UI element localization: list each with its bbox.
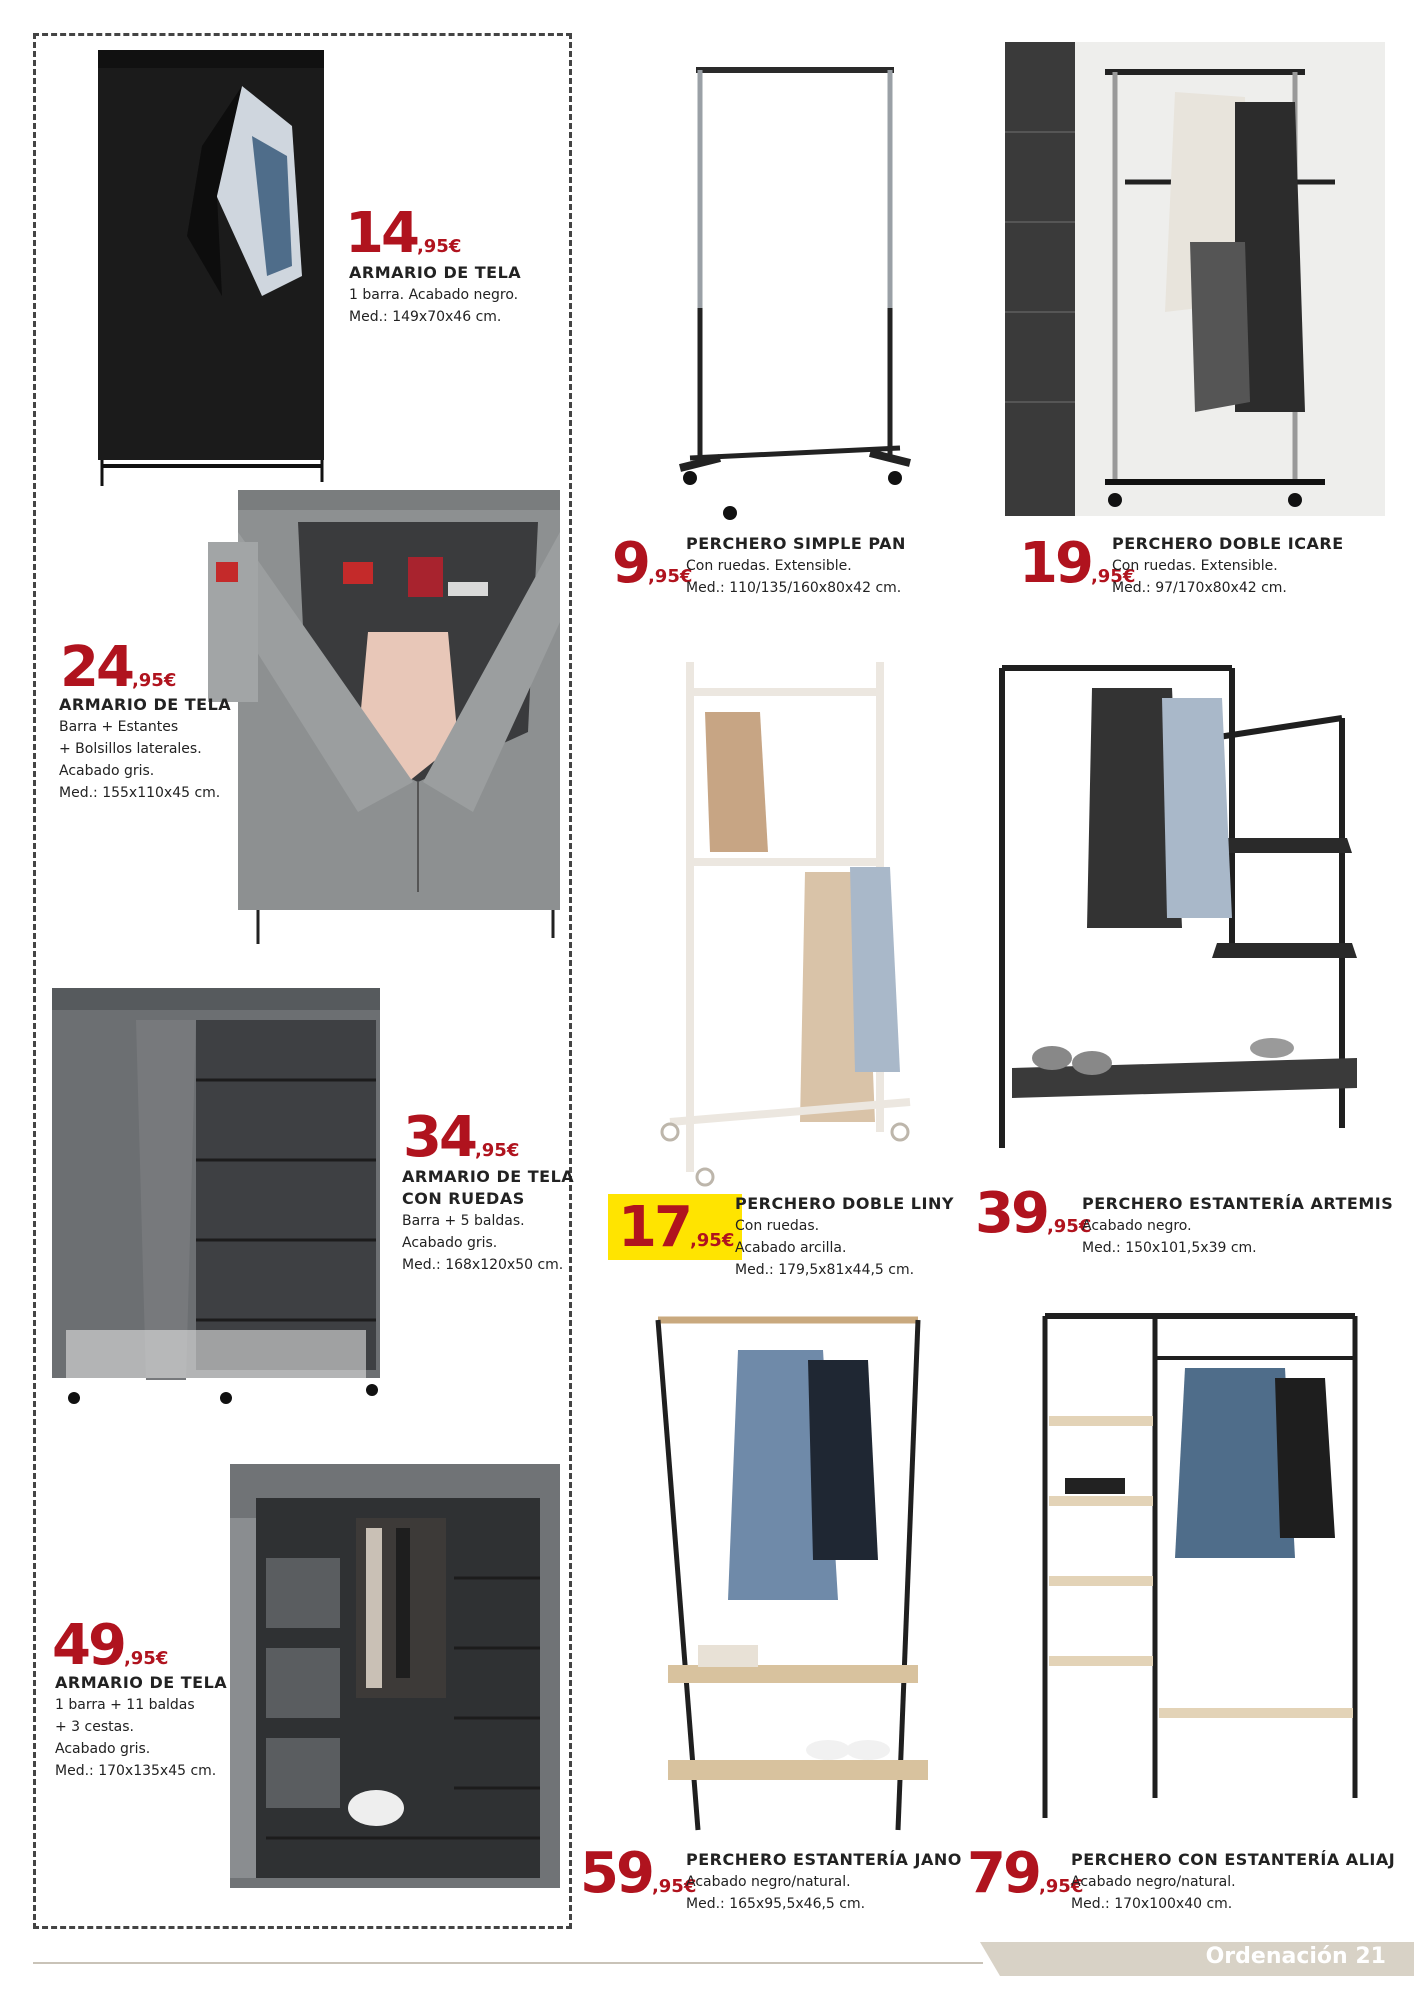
product-detail: Con ruedas. Extensible. xyxy=(1112,558,1278,574)
product-detail: Con ruedas. xyxy=(735,1218,820,1234)
page-number: 21 xyxy=(1355,1944,1386,1969)
product-detail: Acabado negro. xyxy=(1082,1218,1192,1234)
price-p4: 49,95€ xyxy=(52,1613,169,1678)
product-title: PERCHERO CON ESTANTERÍA ALIAJ xyxy=(1071,1850,1396,1869)
price-p3: 34,95€ xyxy=(403,1105,520,1170)
price-p7-highlight: 17,95€ xyxy=(608,1194,742,1260)
product-detail: Med.: 179,5x81x44,5 cm. xyxy=(735,1262,915,1278)
product-title-line2: CON RUEDAS xyxy=(402,1189,525,1208)
product-detail: Med.: 97/170x80x42 cm. xyxy=(1112,580,1287,596)
double-rack-icare-image xyxy=(1005,42,1385,516)
product-detail: Med.: 170x100x40 cm. xyxy=(1071,1896,1233,1912)
product-detail: Con ruedas. Extensible. xyxy=(686,558,852,574)
product-detail: + 3 cestas. xyxy=(55,1719,134,1735)
price-p6: 19,95€ xyxy=(1019,531,1136,596)
double-rack-liny-image xyxy=(650,652,930,1192)
product-detail: Acabado gris. xyxy=(402,1235,498,1251)
product-detail: Med.: 170x135x45 cm. xyxy=(55,1763,217,1779)
product-info-p3 xyxy=(402,1166,574,1276)
black-fabric-wardrobe-image xyxy=(92,46,332,492)
product-info-p8 xyxy=(1082,1193,1393,1259)
product-detail: 1 barra. Acabado negro. xyxy=(349,287,519,303)
product-title: PERCHERO ESTANTERÍA JANO xyxy=(686,1850,962,1869)
product-title: ARMARIO DE TELA xyxy=(59,695,232,714)
grey-wardrobe-pockets-image xyxy=(208,482,568,952)
product-detail: Med.: 149x70x46 cm. xyxy=(349,309,502,325)
price-p1: 14,95€ xyxy=(345,201,462,266)
product-title: ARMARIO DE TELA xyxy=(55,1673,228,1692)
product-detail: Acabado gris. xyxy=(59,763,155,779)
product-title: PERCHERO DOBLE ICARE xyxy=(1112,534,1344,553)
product-title: PERCHERO ESTANTERÍA ARTEMIS xyxy=(1082,1194,1394,1213)
product-info-p4 xyxy=(55,1672,227,1782)
product-title: PERCHERO DOBLE LINY xyxy=(735,1194,954,1213)
product-info-p9 xyxy=(686,1849,962,1915)
product-info-p5 xyxy=(686,533,906,599)
price-p9: 59,95€ xyxy=(580,1841,697,1906)
product-detail: Acabado negro/natural. xyxy=(1071,1874,1236,1890)
product-info-p10 xyxy=(1071,1849,1395,1915)
product-detail: + Bolsillos laterales. xyxy=(59,741,202,757)
footer-divider xyxy=(33,1962,983,1964)
product-detail: Barra + Estantes xyxy=(59,719,179,735)
shelf-rack-artemis-image xyxy=(992,658,1364,1178)
price-p2: 24,95€ xyxy=(60,635,177,700)
product-info-p6 xyxy=(1112,533,1344,599)
product-title: PERCHERO SIMPLE PAN xyxy=(686,534,906,553)
grey-wardrobe-wheels-image xyxy=(46,980,386,1420)
product-title: ARMARIO DE TELA xyxy=(349,263,522,282)
product-detail: Barra + 5 baldas. xyxy=(402,1213,525,1229)
product-detail: Med.: 155x110x45 cm. xyxy=(59,785,221,801)
product-detail: Acabado negro/natural. xyxy=(686,1874,851,1890)
product-detail: 1 barra + 11 baldas xyxy=(55,1697,195,1713)
product-detail: Acabado gris. xyxy=(55,1741,151,1757)
product-detail: Med.: 150x101,5x39 cm. xyxy=(1082,1240,1257,1256)
shelf-rack-aliaj-image xyxy=(1035,1308,1365,1828)
price-p5: 9,95€ xyxy=(612,531,693,596)
product-info-p1 xyxy=(349,262,521,328)
product-info-p2 xyxy=(59,694,231,804)
product-info-p7 xyxy=(735,1193,954,1281)
price-p10: 79,95€ xyxy=(967,1841,1084,1906)
product-detail: Med.: 165x95,5x46,5 cm. xyxy=(686,1896,866,1912)
footer-page-label xyxy=(1206,1944,1386,1969)
shelf-rack-jano-image xyxy=(648,1310,948,1840)
simple-rack-pan-image xyxy=(670,58,920,528)
product-detail: Med.: 168x120x50 cm. xyxy=(402,1257,564,1273)
product-detail: Med.: 110/135/160x80x42 cm. xyxy=(686,580,902,596)
grey-wardrobe-baskets-image xyxy=(226,1458,566,1898)
product-title: ARMARIO DE TELA xyxy=(402,1167,575,1186)
product-detail: Acabado arcilla. xyxy=(735,1240,847,1256)
section-name: Ordenación xyxy=(1205,1944,1348,1969)
price-p8: 39,95€ xyxy=(975,1181,1092,1246)
